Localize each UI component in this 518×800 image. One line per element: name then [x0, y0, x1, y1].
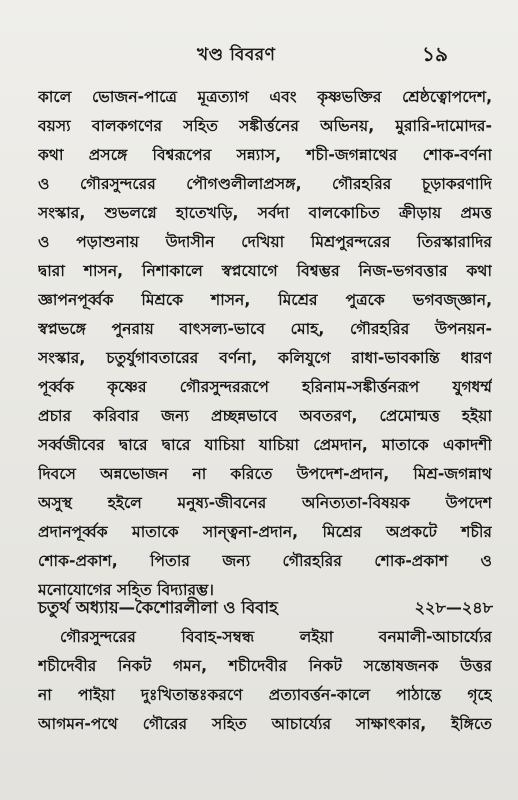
text-line: কালে ভোজন-পাত্রে মূত্রত্যাগ এবং কৃষ্ণভক্তির শ্রেষ্ঠত্বোপদেশ,	[38, 88, 492, 106]
text-line: ও গৌরসুন্দরের পৌগণ্ডলীলাপ্রসঙ্গ, গৌরহরির চূড়াকরণাদি	[38, 175, 492, 193]
chapter-page-range: ২২৮—২৪৮	[414, 598, 493, 617]
text-line: কথা প্রসঙ্গে বিশ্বরূপের সন্ন্যাস, শচী-জগন্নাথের শোক-বর্ণনা	[38, 146, 492, 164]
text-line: সংস্কার, শুভলগ্নে হাতেখড়ি, সর্বদা বালকোচিত ক্রীড়ায় প্রমত্ত	[38, 204, 492, 222]
text-line: পূর্ব্বক কৃষ্ণের গৌরসুন্দররূপে হরিনাম-সঙ্কীর্ত্তনরূপ যুগধর্ম্ম	[38, 378, 492, 396]
text-line: গৌরসুন্দরের বিবাহ-সম্বন্ধ লইয়া বনমালী-আচার্য্যের	[60, 628, 492, 646]
text-line: আগমন-পথে গৌরের সহিত আচার্য্যের সাক্ষাৎকার, ইঙ্গিতে	[38, 715, 492, 733]
running-header	[0, 40, 518, 66]
chapter-heading	[38, 593, 493, 623]
text-line: মনোযোগের সহিত বিদ্যারম্ভ।	[38, 581, 214, 599]
text-line: স্বপ্নভঙ্গে পুনরায় বাৎসল্য-ভাবে মোহ, গৌরহরির উপনয়ন-	[38, 320, 492, 338]
text-line: অসুস্থ হইলে মনুষ্য-জীবনের অনিত্যতা-বিষয়ক উপদেশ	[38, 494, 492, 512]
chapter-summary-paragraph	[38, 623, 492, 739]
text-line: শচীদেবীর নিকট গমন, শচীদেবীর নিকট সন্তোষজনক উত্তর	[38, 657, 492, 675]
header-title: খণ্ড বিবরণ	[197, 45, 276, 65]
summary-paragraph	[38, 83, 492, 605]
page-number: ১৯	[422, 42, 448, 66]
text-line: প্রচার করিবার জন্য প্রচ্ছন্নভাবে অবতরণ, প্রেমোন্মত্ত হইয়া	[38, 407, 492, 425]
text-line: সংস্কার, চতুর্যুগাবতারের বর্ণনা, কলিযুগে রাধা-ভাবকান্তি ধারণ	[38, 349, 492, 367]
text-line: না পাইয়া দুঃখিতান্তঃকরণে প্রত্যাবর্ত্তন-কালে পাঠান্তে গৃহে	[38, 686, 492, 704]
text-line: দ্বারা শাসন, নিশাকালে স্বপ্নযোগে বিশ্বম্ভর নিজ-ভগবত্তার কথা	[38, 262, 492, 280]
text-line: প্রদানপূর্ব্বক মাতাকে সান্ত্বনা-প্রদান, মিশ্রের অপ্রকটে শচীর	[38, 523, 492, 541]
text-line: ও পড়াশুনায় উদাসীন দেখিয়া মিশ্রপুরন্দরের তিরস্কারাদির	[38, 233, 492, 251]
text-line: বয়স্য বালকগণের সহিত সঙ্কীর্ত্তনের অভিনয়, মুরারি-দামোদর-	[38, 117, 492, 135]
text-line: জ্ঞাপনপূর্ব্বক মিশ্রকে শাসন, মিশ্রের পুত্রকে ভগবজ্জ্ঞান,	[38, 291, 492, 309]
text-line: দিবসে অন্নভোজন না করিতে উপদেশ-প্রদান, মিশ্র-জগন্নাথ	[38, 465, 492, 483]
text-line: সর্ব্বজীবের দ্বারে দ্বারে যাচিয়া যাচিয়া প্রেমদান, মাতাকে একাদশী	[38, 436, 492, 454]
text-line: শোক-প্রকাশ, পিতার জন্য গৌরহরির শোক-প্রকাশ ও	[38, 552, 492, 570]
chapter-title: চতুর্থ অধ্যায়—কৈশোরলীলা ও বিবাহ	[38, 598, 278, 617]
